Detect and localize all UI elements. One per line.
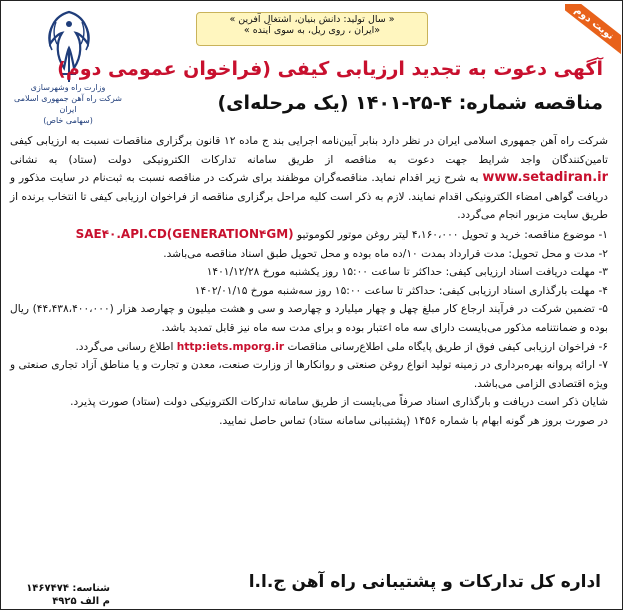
iets-link[interactable]: http:iets.mporg.ir (176, 340, 285, 353)
ministry-line3: (سهامی خاص) (43, 116, 93, 125)
notice-body (10, 132, 608, 431)
item-7: ۷- ارائه پروانه بهره‌برداری در زمینه تولید انواع روغن صنعتی و روانکارها از وزارت صنعت، معدن و تجارت و یا مناطق آزاد تجاری صنعتی و ویژه اقتصادی الزامی می‌باشد. (10, 359, 608, 390)
notice-id (12, 582, 110, 608)
item-6-text-a: ۶- فراخوان ارزیابی کیفی فوق از طریق پایگاه ملی اطلاع‌رسانی مناقصات (287, 340, 608, 353)
issuing-office: اداره کل تدارکات و پشتیبانی راه آهن ج.ا.ا (248, 572, 601, 592)
ribbon-label: نوبت دوم (565, 4, 621, 56)
item-6-text-b: اطلاع رسانی می‌گردد. (75, 340, 174, 353)
item-6 (10, 338, 608, 357)
slogan-box (196, 12, 428, 46)
note-1: شایان ذکر است دریافت و بارگذاری اسناد صرفاً می‌بایست از طریق سامانه تدارکات الکترونیکی دولت (ستاد) صورت پذیرد. (70, 396, 608, 409)
setad-website-link[interactable]: www.setadiran.ir (482, 170, 609, 186)
slogan-line1: « سال تولید: دانش بنیان، اشتغال آفرین » (229, 14, 395, 25)
tender-number: مناقصه شماره: ۴-۲۵-۱۴۰۱ (یک مرحله‌ای) (217, 92, 603, 114)
intro-text-1: شرکت راه آهن جمهوری اسلامی ایران در نظر دارد بنابر آیین‌نامه اجرایی بند ج ماده ۱۲ قانون برگزاری مناقصات نسبت به ارزیابی کیفی تامین‌کنندگان واجد شرایط جهت دعوت به مناقصه از طریق سامانه تدارکات الکترونیکی دولت (ستاد) به نشانی (10, 135, 608, 166)
intro-text-2: به شرح زیر اقدام نماید. مناقصه‌گران موظفند برای شرکت در مناقصه نسبت به ثبت‌نام در سایت مذکور و دریافت گواهی امضاء الکترونیکی اقدام نمایند. لازم به ذکر است کلیه مراحل برگزاری مناقصه از فراخوان ارزیابی کیفی تا انتخاب برنده از طریق سایت مزبور انجام می‌گردد. (10, 172, 608, 222)
item-1-code: SAE۴۰.API.CD(GENERATION۴GM) (75, 226, 294, 241)
item-5: ۵- تضمین شرکت در فرآیند ارجاع کار مبلغ چهل و چهار میلیارد و چهارصد و سی و هشت میلیون و چهارصد هزار (۴۴،۴۳۸،۴۰۰،۰۰۰) ریال بوده و ضمانتنامه مذکور می‌بایست دارای سه ماه اعتبار بوده و برای مدت سه ماه نیز قابل تمدید باشد. (10, 303, 608, 334)
shenase-number: شناسه: ۱۴۶۷۴۷۴ (26, 583, 110, 594)
ministry-text (12, 82, 124, 126)
intro-paragraph (10, 132, 608, 225)
notice-title: آگهی دعوت به تجدید ارزیابی کیفی (فراخوان عمومی دوم) (57, 58, 603, 80)
note-2: در صورت بروز هر گونه ابهام با شماره ۱۴۵۶ (پشتیبانی سامانه ستاد) تماس حاصل نمایید. (219, 414, 608, 427)
alef-number: م الف ۴۹۲۵ (52, 596, 110, 607)
item-4: ۴- مهلت بارگذاری اسناد ارزیابی کیفی: حداکثر تا ساعت ۱۵:۰۰ روز سه‌شنبه مورخ ۱۴۰۲/۰۱/۱۵ (194, 284, 608, 297)
item-2: ۲- مدت و محل تحویل: مدت قرارداد بمدت ۱۰/ده ماه بوده و محل تحویل طبق اسناد مناقصه می‌باشد. (163, 247, 608, 260)
round-ribbon (565, 4, 621, 60)
item-1 (10, 225, 608, 245)
ministry-line2: شرکت راه آهن جمهوری اسلامی ایران (14, 94, 122, 114)
item-3: ۳- مهلت دریافت اسناد ارزیابی کیفی: حداکثر تا ساعت ۱۵:۰۰ روز یکشنبه مورخ ۱۴۰۱/۱۲/۲۸ (206, 266, 608, 279)
item-1-text: ۱- موضوع مناقصه: خرید و تحویل ۴،۱۶۰،۰۰۰ لیتر روغن موتور لکوموتیو (297, 228, 608, 241)
ministry-line1: وزارت راه وشهرسازی (30, 83, 106, 92)
slogan-line2: «ایران ، روی ریل، به سوی آینده » (243, 25, 381, 36)
